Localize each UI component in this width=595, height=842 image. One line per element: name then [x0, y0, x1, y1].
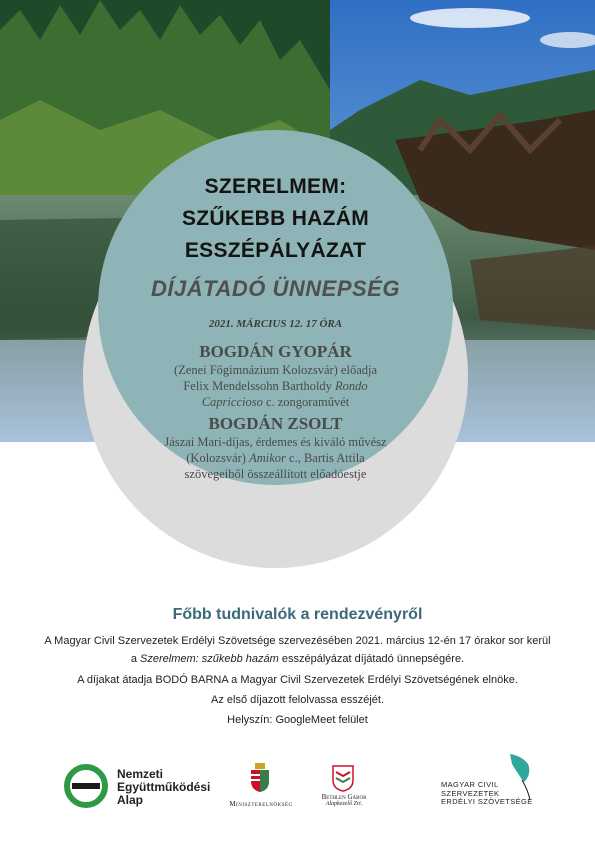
event-date: 2021. MÁRCIUS 12. 17 ÓRA: [208, 318, 343, 330]
info-paragraph: Az első díjazott felolvassa esszéjét.: [210, 694, 385, 706]
performer-description: Jászai Mari-díjas, érdemes és kiváló művész (Kolozsvár) Amikor c., Bartis Attila szövegeiből összeállított előadóestje: [164, 435, 387, 481]
performer-description: (Zenei Főgimnázium Kolozsvár) előadja Felix Mendelssohn Bartholdy Rondo Capriccioso c. zongoraművét: [173, 363, 378, 409]
info-paragraph: Helyszín: GoogleMeet felület: [227, 714, 368, 726]
event-title-line-1: SZERELMEM:: [204, 175, 347, 198]
event-subtitle: DÍJÁTADÓ ÜNNEPSÉG: [151, 276, 400, 301]
mcsz-logo-text: MAGYAR CIVIL SZERVEZETEK ERDÉLYI SZÖVETSÉGE: [441, 780, 533, 806]
performer-name: BOGDÁN ZSOLT: [208, 414, 343, 433]
event-title-line-3: ESSZÉPÁLYÁZAT: [184, 239, 367, 262]
ministry-logo-text: Miniszterelnökség: [229, 800, 293, 808]
coat-of-arms-icon: [250, 763, 270, 798]
bga-logo-text: Bethlen Gábor Alapkezelő Zrt.: [321, 793, 367, 807]
info-heading: Főbb tudnivalók a rendezvényről: [172, 606, 423, 623]
nea-logo-icon: [64, 764, 108, 813]
event-title-line-2: SZŰKEBB HAZÁM: [181, 207, 370, 230]
performer-name: BOGDÁN GYOPÁR: [199, 342, 352, 361]
nea-logo-text: Nemzeti Együttműködési Alap: [117, 767, 211, 807]
mcsz-logo-icon: [508, 752, 534, 807]
info-paragraph: A díjakat átadja BODÓ BARNA a Magyar Civil Szervezetek Erdélyi Szövetségének elnöke.: [77, 674, 518, 686]
info-paragraph: A Magyar Civil Szervezetek Erdélyi Szövetsége szervezésében 2021. március 12-én 17 órakor sor kerül a Szerelmem: szűkebb hazám esszépályázat díjátadó ünnepségére.: [44, 635, 551, 665]
